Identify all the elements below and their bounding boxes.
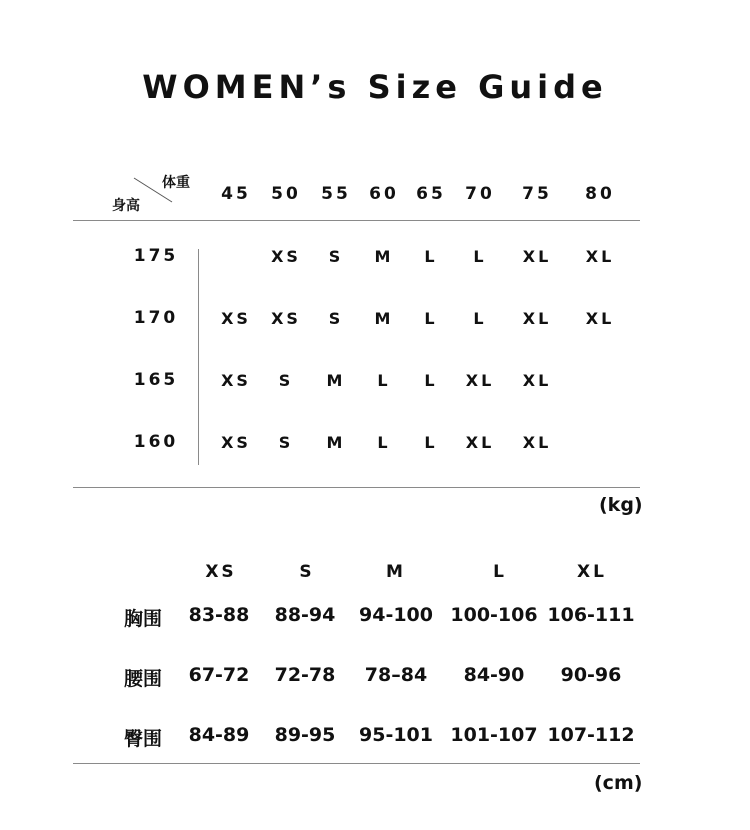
measure-cell: 100-106 xyxy=(450,604,538,626)
measure-cell: 67-72 xyxy=(188,664,250,686)
divider xyxy=(73,487,640,488)
measure-cell: 95-101 xyxy=(359,724,433,746)
measure-cell: 72-78 xyxy=(274,664,336,686)
divider xyxy=(73,220,640,221)
height-axis-label: 身高 xyxy=(112,198,140,214)
divider xyxy=(73,763,640,764)
measure-unit: (cm) xyxy=(594,772,643,794)
measure-label: 臀围 xyxy=(124,728,163,750)
measure-cell: 89-95 xyxy=(274,724,336,746)
weight-axis-label: 体重 xyxy=(162,175,190,191)
measure-cell: 101-107 xyxy=(450,724,538,746)
weight-header: 55 xyxy=(321,184,351,204)
size-cell: L xyxy=(424,309,438,328)
weight-header: 65 xyxy=(416,184,446,204)
size-cell: XL xyxy=(465,371,495,390)
measure-cell: 106-111 xyxy=(547,604,635,626)
size-cell: L xyxy=(473,247,487,266)
size-cell: S xyxy=(278,371,294,390)
size-cell: L xyxy=(473,309,487,328)
size-cell: XL xyxy=(465,433,495,452)
weight-header: 50 xyxy=(271,184,301,204)
size-cell: XL xyxy=(522,433,552,452)
size-cell: M xyxy=(326,371,346,390)
size-cell: M xyxy=(374,247,394,266)
size-cell: L xyxy=(424,433,438,452)
weight-header: 75 xyxy=(522,184,552,204)
size-header: M xyxy=(386,562,406,582)
size-cell: XL xyxy=(522,371,552,390)
height-label: 160 xyxy=(133,432,179,452)
size-cell: XL xyxy=(585,247,615,266)
measure-cell: 90-96 xyxy=(560,664,622,686)
size-cell: L xyxy=(377,371,391,390)
size-cell: S xyxy=(278,433,294,452)
size-cell: M xyxy=(374,309,394,328)
weight-header: 70 xyxy=(465,184,495,204)
weight-header: 45 xyxy=(221,184,251,204)
size-cell: XS xyxy=(221,433,251,452)
size-cell: XS xyxy=(221,371,251,390)
size-header: XL xyxy=(577,562,607,582)
size-cell: XL xyxy=(522,247,552,266)
size-cell: XS xyxy=(271,309,301,328)
weight-unit: (kg) xyxy=(599,494,643,516)
measure-cell: 88-94 xyxy=(274,604,336,626)
measure-label: 腰围 xyxy=(124,668,163,690)
measure-cell: 94-100 xyxy=(359,604,433,626)
size-cell: S xyxy=(328,309,344,328)
measure-cell: 84-89 xyxy=(188,724,250,746)
weight-header: 80 xyxy=(585,184,615,204)
weight-header: 60 xyxy=(369,184,399,204)
height-label: 165 xyxy=(133,370,179,390)
height-label: 175 xyxy=(133,246,179,266)
size-cell: L xyxy=(424,247,438,266)
measure-cell: 78–84 xyxy=(364,664,428,686)
size-header: XS xyxy=(205,562,237,582)
measure-cell: 83-88 xyxy=(188,604,250,626)
measure-cell: 107-112 xyxy=(547,724,635,746)
page-title: WOMEN’s Size Guide xyxy=(142,68,608,106)
size-cell: XL xyxy=(585,309,615,328)
size-header: S xyxy=(299,562,315,582)
row-divider xyxy=(198,249,199,465)
measure-cell: 84-90 xyxy=(463,664,525,686)
size-header: L xyxy=(493,562,507,582)
size-cell: XS xyxy=(271,247,301,266)
height-label: 170 xyxy=(133,308,179,328)
size-cell: S xyxy=(328,247,344,266)
size-cell: XS xyxy=(221,309,251,328)
measure-label: 胸围 xyxy=(124,608,163,630)
size-cell: M xyxy=(326,433,346,452)
size-cell: L xyxy=(377,433,391,452)
size-cell: XL xyxy=(522,309,552,328)
corner-diagonal xyxy=(120,176,180,206)
size-cell: L xyxy=(424,371,438,390)
